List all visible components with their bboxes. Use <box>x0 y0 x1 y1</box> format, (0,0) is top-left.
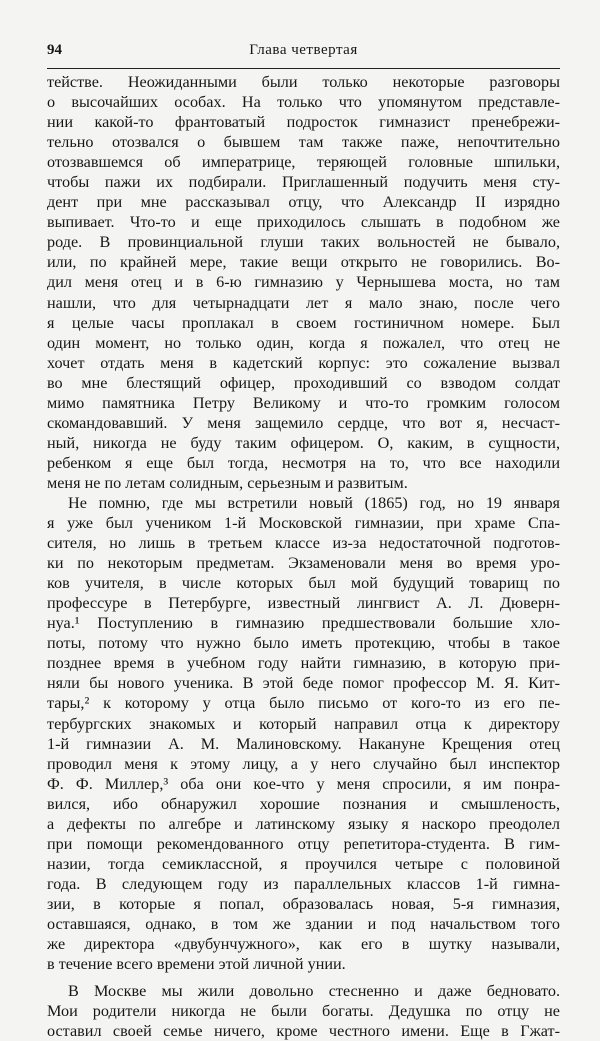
text-line: хочет отдать меня в кадетский корпус: это сожаление вызвал <box>47 353 560 372</box>
text-line: меня не по летам солидным, серьезным и развитым. <box>47 473 408 492</box>
text-line: выпивает. Что-то и еще приходилось слышать в подобном же <box>47 213 560 232</box>
text-line: тействе. Неожиданными были только некоторые разговоры <box>47 73 560 91</box>
text-line: ный, никогда не буду таким офицером. О, каким, в сущности, <box>47 433 560 452</box>
text-line: 1-й гимназии А. М. Малиновскому. Накануне Крещения отец <box>47 734 560 753</box>
text-line: же директора «двубунчужного», как его в шутку называли, <box>47 935 560 954</box>
body-text <box>47 72 560 1041</box>
paragraph <box>47 493 560 974</box>
text-line: няли бы нового ученика. В этой беде помог профессор М. Я. Кит- <box>47 674 560 693</box>
text-line: я целые часы проплакал в своем гостиничном номере. Был <box>47 313 560 332</box>
text-line: ки по некоторым предметам. Экзаменовали меня во время уро- <box>47 554 560 573</box>
running-title: Глава четвертая <box>249 42 358 58</box>
text-line: тары,² к которому у отца было письмо от кого-то из его пе- <box>47 694 560 713</box>
text-line: Ф. Ф. Миллер,³ оба они кое-что у меня спросили, я им понра- <box>47 774 560 793</box>
text-line: поты, потому что нужно было иметь протекцию, чтобы в такое <box>47 634 560 653</box>
text-line: вился, ибо обнаружил хорошие познания и смышленость, <box>47 794 560 813</box>
text-line: тербургских знакомых и который направил отца к директору <box>47 714 560 733</box>
paragraph-gap <box>47 974 560 981</box>
text-line: назии, тогда семиклассной, я проучился четыре с половиной <box>47 854 560 873</box>
text-line: нуа.¹ Поступлению в гимназию предшествовали большие хло- <box>47 614 560 633</box>
text-line: нии какой-то франтоватый подросток гимназист пренебрежи- <box>47 113 560 132</box>
text-line: нашли, что для четырнадцати лет я мало знаю, после чего <box>47 293 560 312</box>
text-line: проводил меня к этому лицу, а у него случайно был инспектор <box>47 754 560 773</box>
text-line: Не помню, где мы встретили новый (1865) год, но 19 января <box>68 493 560 512</box>
paragraph <box>47 72 560 493</box>
text-line: мимо памятника Петру Великому и что-то громким голосом <box>47 393 560 412</box>
text-line: роде. В провинциальной глуши таких вольностей не бывало, <box>47 233 560 252</box>
text-line: Мои родители никогда не были богаты. Дедушка по отцу не <box>47 1002 560 1021</box>
text-line: или, по крайней мере, такие вещи открыто не говорились. Во- <box>47 253 560 272</box>
page-number: 94 <box>47 42 62 58</box>
text-line: дил меня отец и в 6-ю гимназию у Чернышева моста, но там <box>47 273 560 292</box>
text-line: ребенком я еще был тогда, несмотря на то, что все находили <box>47 453 560 472</box>
text-line: во мне блестящий офицер, проходивший со взводом солдат <box>47 373 560 392</box>
text-line: года. В следующем году из параллельных классов 1-й гимна- <box>47 874 560 893</box>
page-header <box>47 42 560 66</box>
text-line: а дефекты по алгебре и латинскому языку я наскоро преодолел <box>47 814 560 833</box>
text-line: один момент, но только один, когда я пожалел, что отец не <box>47 333 560 352</box>
text-line: скомандовавший. У меня защемило сердце, что вот я, несчаст- <box>47 413 560 432</box>
text-line: тельно отозвался о бывшем там также паже, непочтительно <box>47 133 560 152</box>
text-line: зии, в которые я попал, образовалась новая, 5-я гимназия, <box>47 894 560 913</box>
text-line: чтобы пажи их подбирали. Приглашенный подучить меня сту- <box>47 173 560 192</box>
text-line: оставил своей семье ничего, кроме честного имени. Еще в Гжат- <box>47 1022 560 1041</box>
paragraph <box>47 981 560 1041</box>
text-line: дент при мне рассказывал отцу, что Александр II изрядно <box>47 193 560 212</box>
text-line: позднее время в учебном году найти гимназию, в которую при- <box>47 654 560 673</box>
text-line: В Москве мы жили довольно стесненно и даже бедновато. <box>68 982 560 1001</box>
text-line: я уже был учеником 1-й Московской гимназии, при храме Спа- <box>47 514 560 533</box>
text-line: сителя, но лишь в третьем классе из-за недостаточной подготов- <box>47 534 560 553</box>
text-line: о высочайших особах. На только что упомянутом представле- <box>47 93 560 112</box>
text-line: отозвавшемся об императрице, теряющей головные шпильки, <box>47 153 560 172</box>
header-rule <box>47 68 560 69</box>
text-line: профессуре в Петербурге, известный лингвист А. Л. Дюверн- <box>47 594 560 613</box>
text-line: в течение всего времени этой личной унии. <box>47 955 346 974</box>
text-line: оставшаяся, однако, в том же здании и под начальством того <box>47 914 560 933</box>
text-line: ков учителя, в числе которых был мой будущий товарищ по <box>47 574 560 593</box>
text-line: при помощи рекомендованного отцу репетитора-студента. В гим- <box>47 834 560 853</box>
